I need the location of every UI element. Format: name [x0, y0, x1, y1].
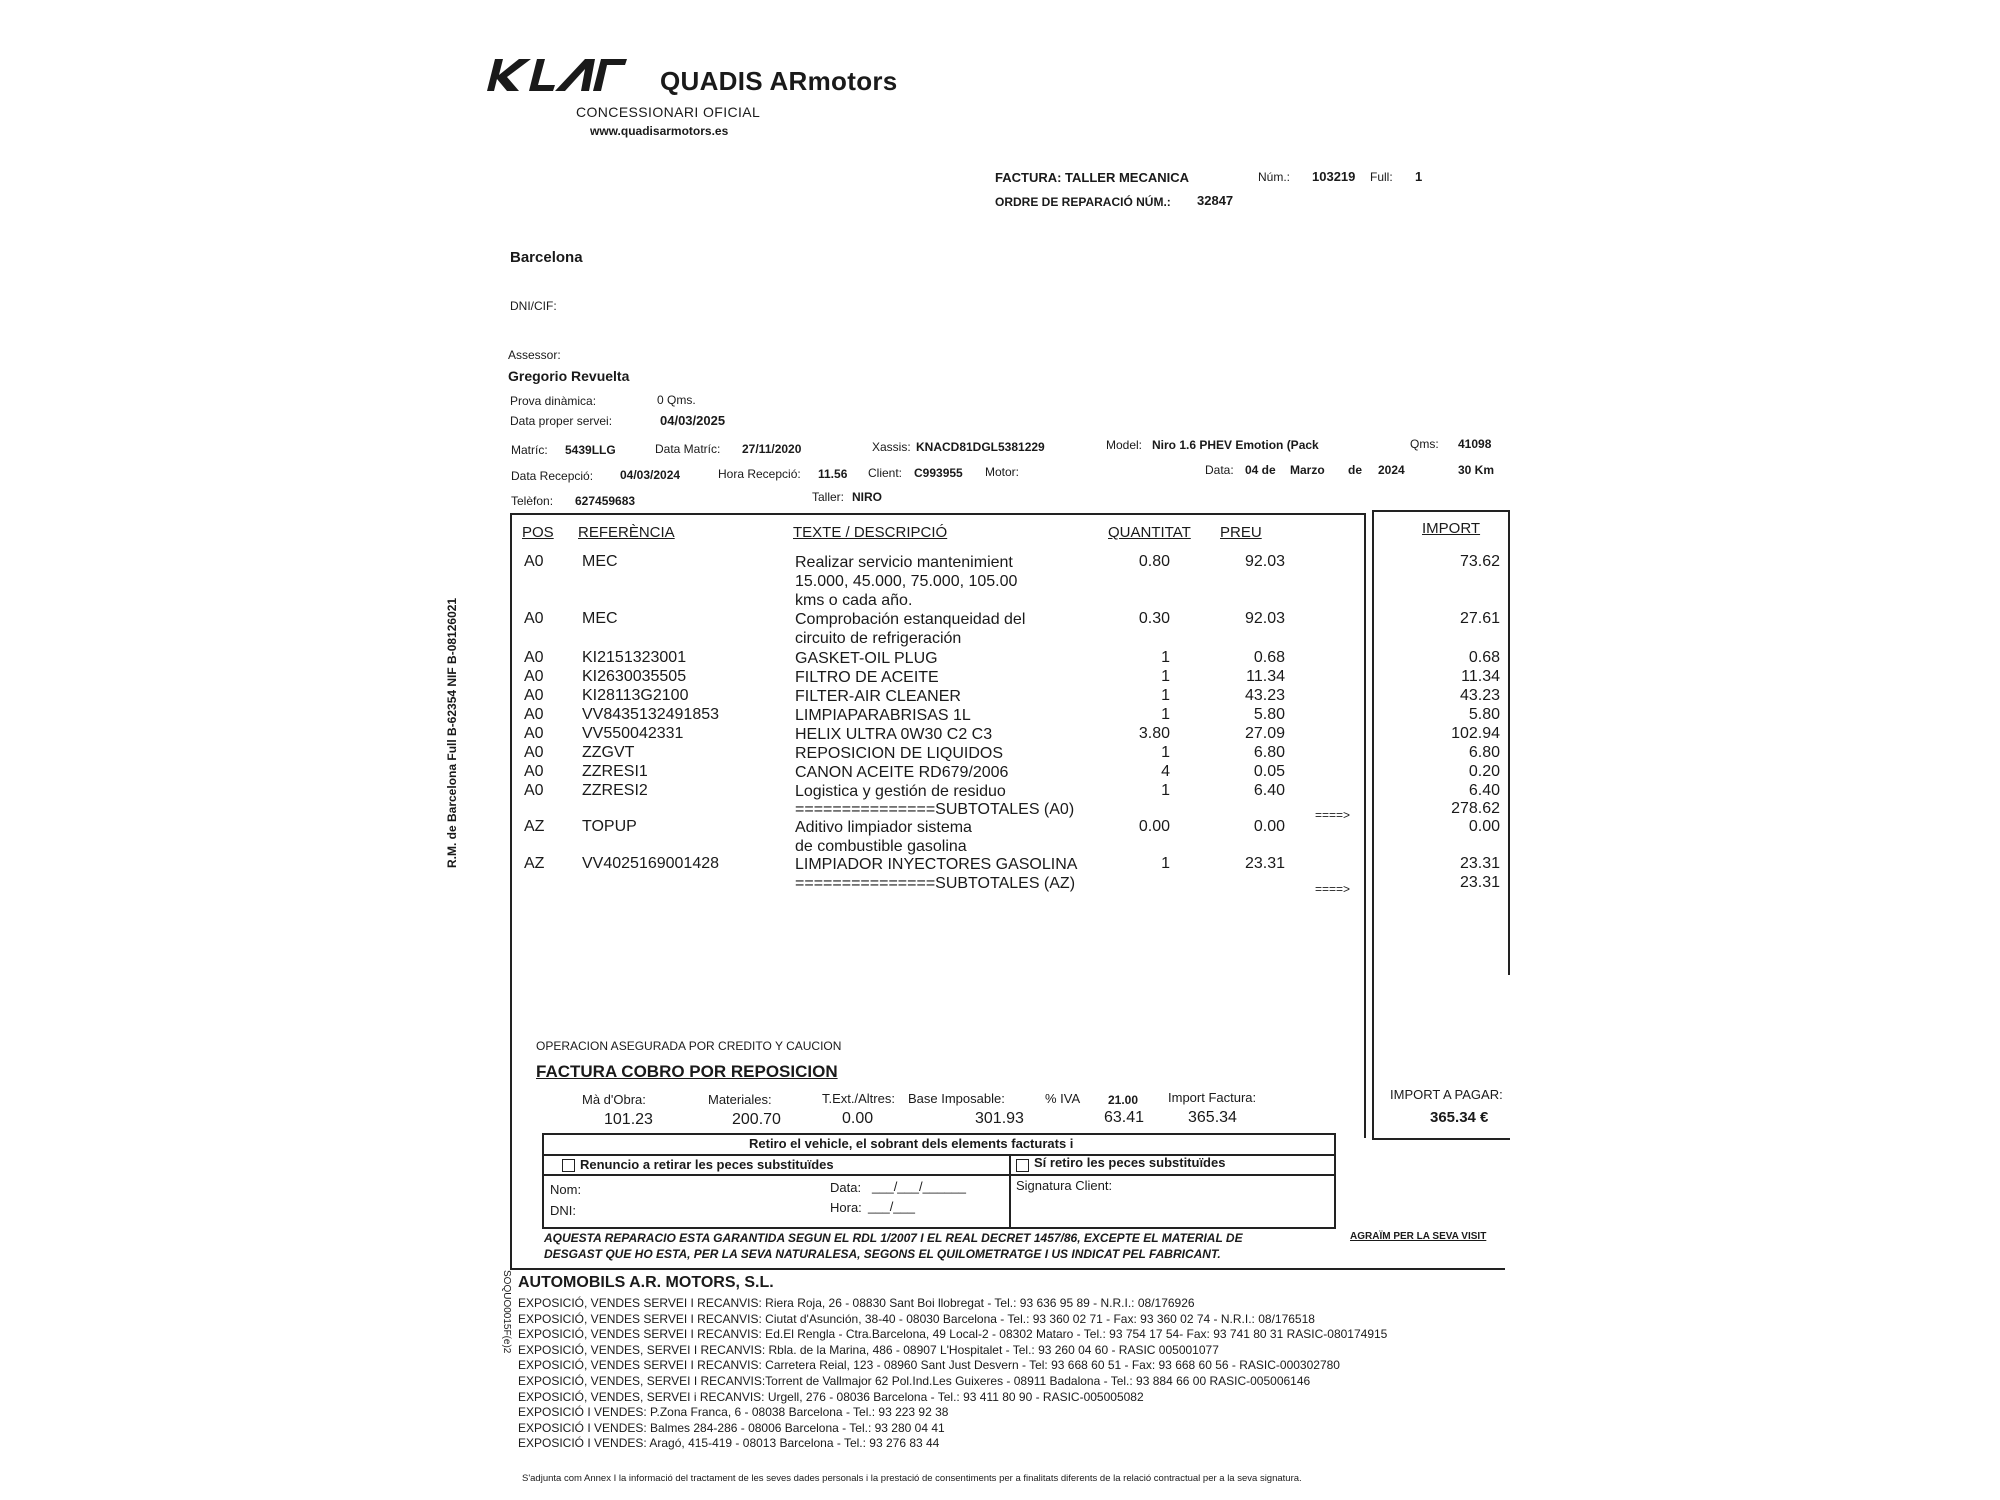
location-line: EXPOSICIÓ I VENDES: Aragó, 415-419 - 08013 Barcelona - Tel.: 93 276 83 44 — [518, 1436, 940, 1451]
location-line: EXPOSICIÓ, VENDES SERVEI I RECANVIS: Riera Roja, 26 - 08830 Sant Boi llobregat - Tel.: 93 636 95 89 - N.R.I.: 08/176926 — [518, 1296, 1195, 1310]
col-desc: TEXTE / DESCRIPCIÓ — [793, 524, 948, 541]
row-amount: 43.23 — [1459, 687, 1500, 704]
row-amount: 23.31 — [1459, 874, 1500, 891]
signature-label: Signatura Client: — [1016, 1178, 1113, 1193]
xassis-value: KNACD81DGL5381229 — [916, 440, 1045, 454]
materials-label: Materiales: — [708, 1092, 772, 1107]
row-desc — [795, 800, 1074, 819]
row-pos: A0 — [524, 744, 544, 761]
table-top-border — [510, 513, 1364, 515]
location-line: EXPOSICIÓ, VENDES, SERVEI i RECANVIS: Urgell, 276 - 08036 Barcelona - Tel.: 93 411 80 90 - RASIC-005005082 — [518, 1389, 1144, 1404]
row-ref: MEC — [582, 553, 618, 570]
retrieve-label: Sí retiro les peces substituïdes — [1034, 1155, 1226, 1170]
qms-label: Qms: — [1410, 437, 1439, 451]
row-ref: VV550042331 — [582, 725, 684, 742]
row-price: 6.80 — [1253, 744, 1285, 761]
row-ref: VV4025169001428 — [582, 855, 720, 872]
vat-label: % IVA — [1045, 1091, 1081, 1106]
other-label: T.Ext./Altres: — [822, 1091, 895, 1106]
base-value: 301.93 — [975, 1110, 1024, 1127]
page-label: Full: — [1370, 170, 1393, 184]
renounce-label: Renuncio a retirar les peces substituïdes — [580, 1157, 834, 1172]
phone-label: Telèfon: — [511, 494, 554, 508]
date-month: Marzo — [1290, 463, 1325, 477]
row-amount: 6.80 — [1468, 744, 1500, 761]
guarantee-line-2: DESGAST QUE HO ESTA, PER LA SEVA NATURALESA, SEGONS EL QUILOMETRATGE I US INDICAT PEL FABRICANT. — [544, 1247, 1221, 1261]
dni-label: DNI/CIF: — [510, 299, 557, 313]
row-price: 0.68 — [1253, 649, 1285, 666]
workshop-label: Taller: — [812, 490, 845, 504]
row-qty: 0.80 — [1138, 553, 1170, 570]
row-desc-line: LIMPIAPARABRISAS 1L — [795, 707, 971, 724]
base-label: Base Imposable: — [908, 1091, 1005, 1106]
order-label: ORDRE DE REPARACIÓ NÚM.: — [995, 195, 1171, 209]
materials-value: 200.70 — [732, 1111, 781, 1128]
reception-time: 11.56 — [818, 467, 848, 481]
row-price: 23.31 — [1244, 855, 1285, 872]
row-amount: 102.94 — [1451, 725, 1500, 742]
date-year: 2024 — [1378, 463, 1405, 477]
row-amount: 278.62 — [1451, 800, 1500, 817]
row-desc — [795, 782, 1006, 801]
row-desc — [795, 725, 992, 744]
row-desc-line: Realizar servicio mantenimient — [795, 554, 1013, 571]
reception-date: 04/03/2024 — [620, 468, 681, 482]
location-line: EXPOSICIÓ I VENDES: P.Zona Franca, 6 - 08038 Barcelona - Tel.: 93 223 92 38 — [518, 1405, 949, 1420]
dni-field-label: DNI: — [550, 1203, 576, 1218]
row-price: 43.23 — [1244, 687, 1285, 704]
row-qty: 3.80 — [1138, 725, 1170, 742]
row-ref: ZZGVT — [582, 744, 635, 761]
row-arrow: ====> — [1315, 808, 1351, 822]
model-value: Niro 1.6 PHEV Emotion (Pack — [1152, 438, 1319, 452]
amount-bottom-border — [1372, 1138, 1510, 1140]
row-ref: KI2630035505 — [582, 668, 687, 685]
row-pos: AZ — [524, 855, 545, 872]
table-divider — [1364, 513, 1366, 1138]
registry-side-text: R.M. de Barcelona Full B-62354 NIF B-08126021 — [445, 597, 459, 868]
row-price: 5.80 — [1253, 706, 1285, 723]
location-line: EXPOSICIÓ, VENDES SERVEI I RECANVIS: Ed.El Rengla - Ctra.Barcelona, 49 Local-2 - 08302 Mataro - Tel.: 93 754 17 54- Fax: 93 741 80 31 RASIC-080174915 — [518, 1327, 1388, 1342]
row-ref: ZZRESI2 — [582, 782, 648, 799]
data-matric-label: Data Matríc: — [655, 442, 721, 456]
km-value: 30 Km — [1458, 463, 1495, 477]
thanks-text: AGRAÏM PER LA SEVA VISIT — [1350, 1231, 1487, 1242]
table-bottom-border — [510, 1268, 1505, 1270]
row-amount: 73.62 — [1459, 553, 1500, 570]
row-desc — [795, 818, 972, 856]
row-pos: A0 — [524, 668, 544, 685]
row-price: 92.03 — [1244, 610, 1285, 627]
row-ref: ZZRESI1 — [582, 763, 648, 780]
col-pos: POS — [522, 524, 554, 541]
location-line: EXPOSICIÓ, VENDES SERVEI I RECANVIS: Ciutat d'Asunción, 38-40 - 08030 Barcelona - Tel.: 93 360 02 71 - Fax: 93 360 02 74 - N.R.I.: 08/176518 — [518, 1311, 1315, 1326]
row-pos: A0 — [524, 649, 544, 666]
row-qty: 1 — [1161, 687, 1170, 704]
row-desc-line: Comprobación estanqueidad del — [795, 611, 1026, 628]
collection-rule-2 — [1009, 1154, 1011, 1227]
matric-value: 5439LLG — [565, 443, 616, 457]
row-desc — [795, 763, 1008, 782]
company-name: AUTOMOBILS A.R. MOTORS, S.L. — [518, 1274, 774, 1291]
prova-value: 0 Qms. — [657, 393, 696, 407]
amount-due-label: IMPORT A PAGAR: — [1390, 1087, 1503, 1102]
row-ref: KI28113G2100 — [582, 687, 689, 704]
row-qty: 1 — [1161, 706, 1170, 723]
location-line: EXPOSICIÓ, VENDES SERVEI I RECANVIS: Carretera Reial, 123 - 08960 Sant Just Desvern - Tel: 93 668 60 51 - Fax: 93 668 60 56 - RASIC-000302780 — [518, 1358, 1340, 1373]
kia-logo — [485, 55, 630, 95]
row-pos: AZ — [524, 818, 545, 835]
client-code-label: Client: — [868, 466, 903, 480]
reception-time-label: Hora Recepció: — [718, 467, 801, 481]
date-de: de — [1348, 463, 1363, 477]
row-ref: TOPUP — [582, 818, 637, 835]
row-amount: 6.40 — [1468, 782, 1500, 799]
collection-date-field[interactable]: ___/___/______ — [872, 1179, 966, 1194]
row-desc-line: kms o cada año. — [795, 592, 913, 609]
row-ref: MEC — [582, 610, 618, 627]
xassis-label: Xassis: — [872, 440, 911, 454]
factura-cobro-title: FACTURA COBRO POR REPOSICION — [536, 1062, 838, 1081]
location-line: EXPOSICIÓ, VENDES, SERVEI I RECANVIS: Rbla. de la Marina, 486 - 08907 L'Hospitalet - Tel.: 93 260 04 60 - RASIC 005001077 — [518, 1342, 1219, 1357]
invoice-total-label: Import Factura: — [1168, 1090, 1257, 1105]
assessor-label: Assessor: — [508, 348, 561, 362]
guarantee-line-1: AQUESTA REPARACIO ESTA GARANTIDA SEGUN EL RDL 1/2007 I EL REAL DECRET 1457/86, EXCEPTE EL MATERIAL DE — [544, 1231, 1243, 1245]
row-price: 0.00 — [1253, 818, 1285, 835]
row-desc — [795, 553, 1017, 610]
row-pos: A0 — [524, 763, 544, 780]
workshop-value: NIRO — [852, 490, 882, 504]
row-desc-line: CANON ACEITE RD679/2006 — [795, 764, 1009, 781]
amount-right-border — [1508, 510, 1510, 975]
row-desc-line: Logistica y gestión de residuo — [795, 783, 1006, 800]
row-amount: 23.31 — [1459, 855, 1500, 872]
row-qty: 4 — [1161, 763, 1170, 780]
row-desc-line: FILTRO DE ACEITE — [795, 669, 939, 686]
row-price: 11.34 — [1246, 668, 1285, 685]
retrieve-checkbox[interactable] — [1016, 1159, 1029, 1172]
row-desc-line: ===============SUBTOTALES (A0) — [795, 801, 1075, 818]
invoice-number: 103219 — [1312, 169, 1356, 184]
row-qty: 1 — [1161, 855, 1170, 872]
website: www.quadisarmotors.es — [590, 124, 729, 138]
row-desc-line: ===============SUBTOTALES (AZ) — [795, 875, 1076, 892]
operacion-text: OPERACION ASEGURADA POR CREDITO Y CAUCION — [536, 1039, 842, 1053]
col-qty: QUANTITAT — [1108, 524, 1191, 541]
row-qty: 1 — [1161, 782, 1170, 799]
row-desc — [795, 744, 1003, 763]
row-amount: 11.34 — [1461, 668, 1500, 685]
row-ref: VV8435132491853 — [582, 706, 720, 723]
row-price: 92.03 — [1244, 553, 1285, 570]
reception-date-label: Data Recepció: — [511, 469, 594, 483]
data-matric-value: 27/11/2020 — [742, 442, 802, 456]
row-desc — [795, 706, 971, 725]
collection-time-label: Hora: — [830, 1200, 862, 1215]
row-price: 6.40 — [1253, 782, 1285, 799]
assessor-name: Gregorio Revuelta — [508, 368, 630, 384]
row-qty: 0.30 — [1138, 610, 1170, 627]
location-line: EXPOSICIÓ I VENDES: Balmes 284-286 - 08006 Barcelona - Tel.: 93 280 04 41 — [518, 1420, 945, 1435]
col-ref: REFERÈNCIA — [578, 524, 675, 541]
vat-rate: 21.00 — [1108, 1093, 1139, 1107]
row-desc-line: HELIX ULTRA 0W30 C2 C3 — [795, 726, 993, 743]
row-pos: A0 — [524, 553, 544, 570]
row-desc — [795, 855, 1077, 874]
col-amount: IMPORT — [1422, 520, 1481, 537]
row-price: 0.05 — [1253, 763, 1285, 780]
row-desc — [795, 687, 961, 706]
row-qty: 1 — [1161, 649, 1170, 666]
dealer-type: CONCESSIONARI OFICIAL — [576, 104, 761, 120]
invoice-type-label: FACTURA: TALLER MECANICA — [995, 170, 1190, 185]
page-number: 1 — [1415, 169, 1423, 184]
amount-due-value: 365.34 € — [1430, 1109, 1489, 1126]
amount-top-border — [1372, 510, 1510, 512]
row-pos: A0 — [524, 782, 544, 799]
invoice-total-value: 365.34 — [1188, 1109, 1237, 1126]
row-desc-line: FILTER-AIR CLEANER — [795, 688, 961, 705]
row-qty: 1 — [1161, 668, 1170, 685]
row-desc — [795, 649, 938, 668]
row-amount: 27.61 — [1459, 610, 1500, 627]
next-service-label: Data proper servei: — [510, 414, 613, 428]
collection-rule-3 — [544, 1174, 1334, 1176]
client-code: C993955 — [914, 466, 963, 480]
vehicle-collection-box — [542, 1133, 1336, 1229]
row-amount: 0.68 — [1468, 649, 1500, 666]
row-arrow: ====> — [1315, 882, 1351, 896]
phone-value: 627459683 — [575, 494, 636, 508]
model-label: Model: — [1106, 438, 1143, 452]
row-desc-line: REPOSICION DE LIQUIDOS — [795, 745, 1004, 762]
row-amount: 0.20 — [1468, 763, 1500, 780]
row-qty: 0.00 — [1138, 818, 1170, 835]
row-desc-line: LIMPIADOR INYECTORES GASOLINA — [795, 856, 1078, 873]
row-desc-line: de combustible gasolina — [795, 838, 967, 855]
collection-date-label: Data: — [830, 1180, 862, 1195]
row-desc — [795, 874, 1075, 893]
invoice-number-label: Núm.: — [1258, 170, 1291, 184]
labour-label: Mà d'Obra: — [582, 1092, 646, 1107]
row-amount: 0.00 — [1468, 818, 1500, 835]
prova-label: Prova dinàmica: — [510, 394, 597, 408]
row-price: 27.09 — [1244, 725, 1285, 742]
row-qty: 1 — [1161, 744, 1170, 761]
renounce-checkbox[interactable] — [562, 1159, 575, 1172]
row-ref: KI2151323001 — [582, 649, 687, 666]
other-value: 0.00 — [842, 1110, 874, 1127]
row-desc-line: GASKET-OIL PLUG — [795, 650, 938, 667]
date-day: 04 de — [1245, 463, 1276, 477]
qms-value: 41098 — [1458, 437, 1492, 451]
row-desc-line: Aditivo limpiador sistema — [795, 819, 972, 836]
row-desc-line: circuito de refrigeración — [795, 630, 962, 647]
next-service-date: 04/03/2025 — [660, 413, 726, 428]
row-desc — [795, 610, 1025, 648]
form-code-side-text: SOQUO0015F(e)2 — [501, 1270, 512, 1354]
order-number: 32847 — [1197, 193, 1234, 208]
collection-time-field[interactable]: ___/___ — [868, 1199, 915, 1214]
date-label: Data: — [1205, 463, 1234, 477]
row-amount: 5.80 — [1468, 706, 1500, 723]
row-pos: A0 — [524, 687, 544, 704]
name-label: Nom: — [550, 1182, 582, 1197]
col-price: PREU — [1220, 524, 1262, 541]
labour-value: 101.23 — [604, 1111, 653, 1128]
table-left-border — [510, 513, 512, 1268]
row-desc — [795, 668, 939, 687]
matric-label: Matríc: — [511, 443, 548, 457]
client-city: Barcelona — [510, 249, 583, 266]
motor-label: Motor: — [985, 465, 1020, 479]
brand-name: QUADIS ARmotors — [660, 66, 898, 96]
row-pos: A0 — [524, 610, 544, 627]
vat-value: 63.41 — [1104, 1109, 1145, 1126]
collection-title: Retiro el vehicle, el sobrant dels elements facturats i — [749, 1136, 1074, 1151]
row-pos: A0 — [524, 725, 544, 742]
row-desc-line: 15.000, 45.000, 75.000, 105.00 — [795, 573, 1018, 590]
row-pos: A0 — [524, 706, 544, 723]
annex-note: S'adjunta com Annex I la informació del tractament de les seves dades personals i la prestació de consentiments per a finalitats diferents de la relació contractual per a la seva signatura. — [522, 1473, 1302, 1484]
location-line: EXPOSICIÓ, VENDES, SERVEI I RECANVIS:Torrent de Vallmajor 62 Pol.Ind.Les Guixeres - 08911 Badalona - Tel.: 93 884 66 00 RASIC-005006146 — [518, 1374, 1311, 1388]
